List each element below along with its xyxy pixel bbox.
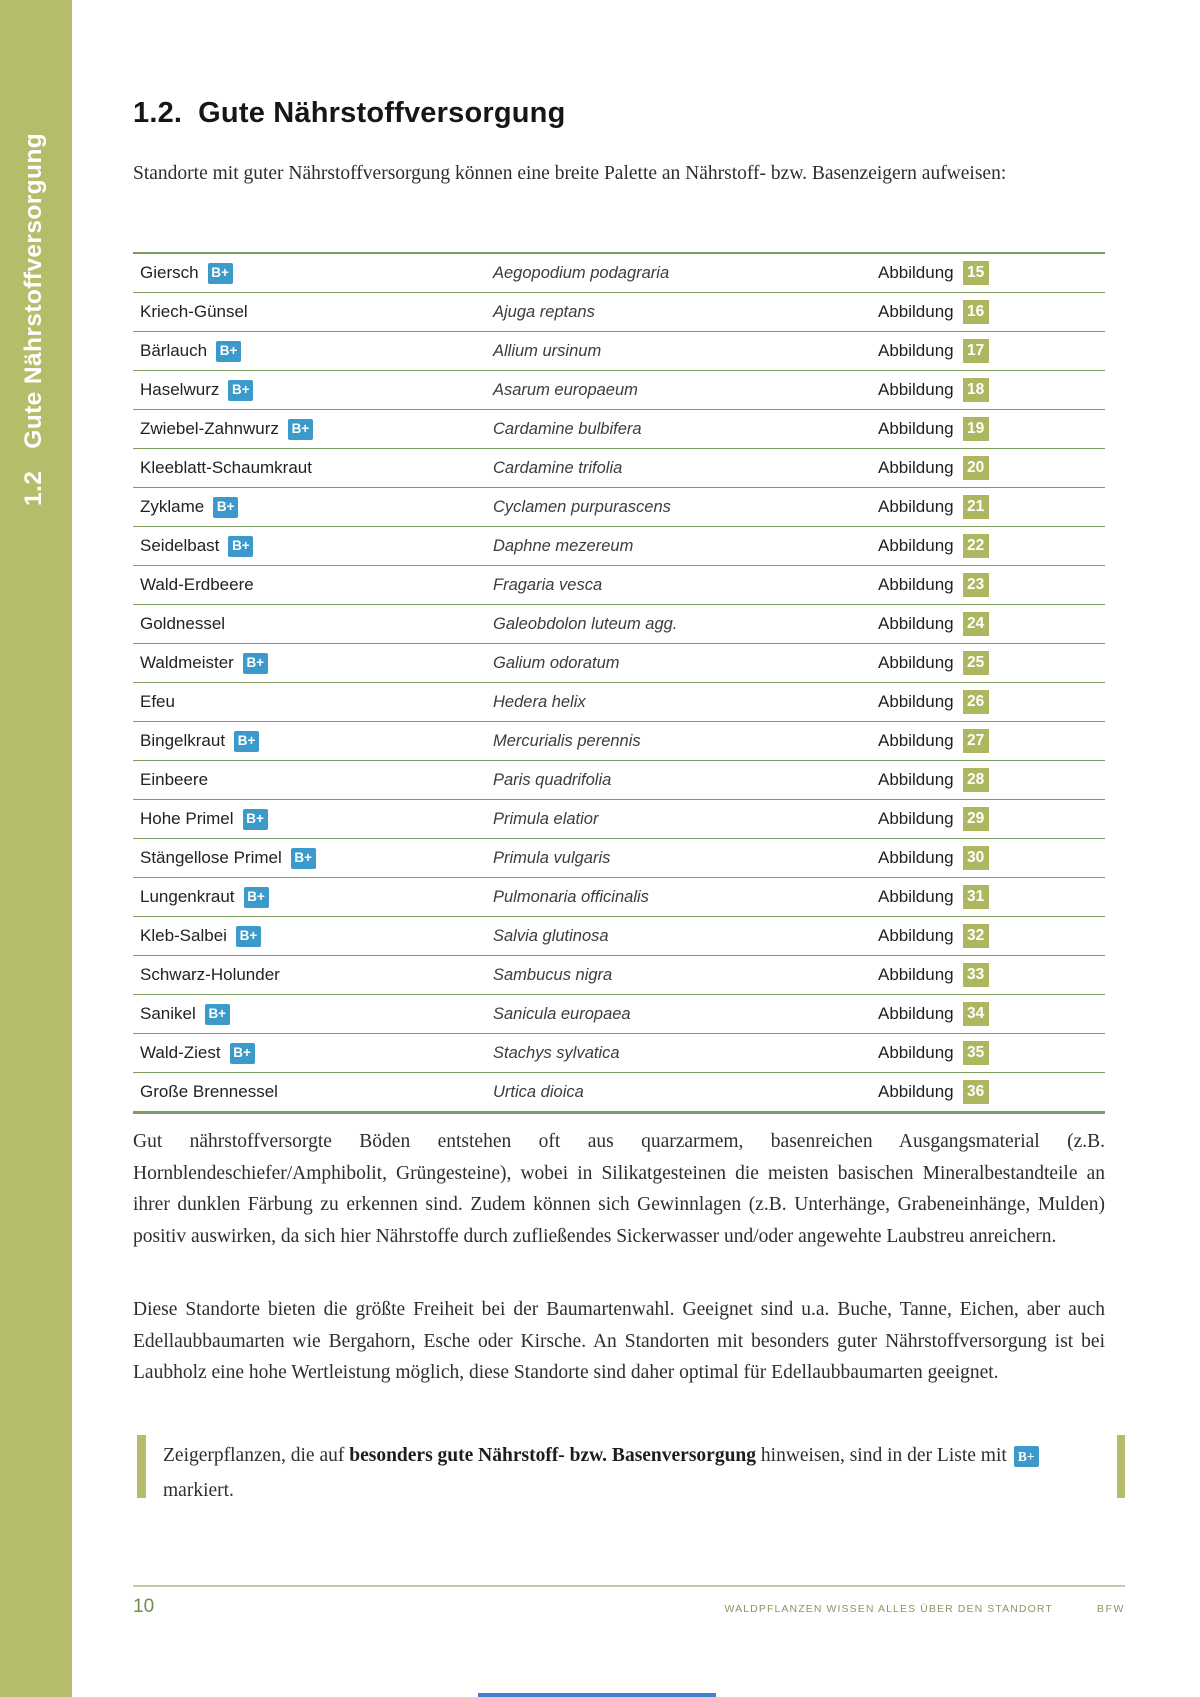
figure-cell bbox=[878, 456, 1105, 480]
plant-name: Kleeblatt-Schaumkraut bbox=[140, 458, 312, 477]
plant-latin-name: Primula vulgaris bbox=[493, 848, 611, 867]
figure-cell bbox=[878, 690, 1105, 714]
body-paragraph-2: Diese Standorte bieten die größte Freiheit bei der Baumartenwahl. Geeignet sind u.a. Buche, Tanne, Eichen, aber auch Edellaubbaumarten wie Bergahorn, Esche oder Kirsche. An Standorten mit besonders guter Nährstoffversorgung ist bei Laubholz eine hohe Wertleistung möglich, diese Standorte sind daher optimal für Edellaubbaumarten geeignet. bbox=[133, 1299, 1105, 1383]
table-row bbox=[133, 449, 1105, 488]
figure-number-badge: 16 bbox=[963, 300, 989, 324]
plant-latin-name: Sambucus nigra bbox=[493, 965, 613, 984]
plant-name-cell bbox=[133, 419, 493, 440]
plant-name: Wald-Erdbeere bbox=[140, 575, 254, 594]
b-plus-badge: B+ bbox=[205, 1004, 230, 1025]
plant-latin-name: Paris quadrifolia bbox=[493, 770, 612, 789]
plant-name-cell bbox=[133, 536, 493, 557]
figure-label: Abbildung bbox=[878, 1082, 954, 1101]
plant-name-cell bbox=[133, 653, 493, 674]
figure-cell bbox=[878, 729, 1105, 753]
footer bbox=[133, 1596, 1125, 1618]
plant-name: Zyklame bbox=[140, 497, 205, 516]
plant-name: Sanikel bbox=[140, 1004, 196, 1023]
intro-paragraph: Standorte mit guter Nährstoffversorgung können eine breite Palette an Nährstoff- bzw. Basenzeigern aufweisen: bbox=[133, 163, 1007, 184]
callout-text bbox=[163, 1438, 1103, 1508]
plant-name: Efeu bbox=[140, 692, 175, 711]
b-plus-badge: B+ bbox=[208, 263, 233, 284]
plant-latin-name: Hedera helix bbox=[493, 692, 586, 711]
table-row bbox=[133, 488, 1105, 527]
figure-cell bbox=[878, 846, 1105, 870]
b-plus-badge: B+ bbox=[230, 1043, 255, 1064]
callout-suffix: markiert. bbox=[163, 1480, 234, 1501]
b-plus-badge: B+ bbox=[243, 809, 268, 830]
table-row bbox=[133, 995, 1105, 1034]
plant-name: Kleb-Salbei bbox=[140, 926, 227, 945]
figure-label: Abbildung bbox=[878, 458, 954, 477]
plant-latin-name: Cardamine trifolia bbox=[493, 458, 623, 477]
plant-name: Große Brennessel bbox=[140, 1082, 278, 1101]
plant-latin-name: Aegopodium podagraria bbox=[493, 263, 670, 282]
b-plus-badge: B+ bbox=[228, 536, 253, 557]
figure-number-badge: 21 bbox=[963, 495, 989, 519]
callout-box bbox=[133, 1435, 1125, 1508]
plant-name-cell bbox=[133, 341, 493, 362]
table-row bbox=[133, 1073, 1105, 1114]
plant-name: Schwarz-Holunder bbox=[140, 965, 280, 984]
figure-label: Abbildung bbox=[878, 692, 954, 711]
table-row bbox=[133, 1034, 1105, 1073]
plant-name: Wald-Ziest bbox=[140, 1043, 221, 1062]
plant-name: Einbeere bbox=[140, 770, 209, 789]
figure-cell bbox=[878, 300, 1105, 324]
plant-latin-name: Salvia glutinosa bbox=[493, 926, 609, 945]
b-plus-badge: B+ bbox=[213, 497, 238, 518]
plant-name: Bärlauch bbox=[140, 341, 208, 360]
callout-bold: besonders gute Nährstoff- bzw. Basenversorgung bbox=[349, 1445, 757, 1466]
figure-cell bbox=[878, 924, 1105, 948]
table-row bbox=[133, 878, 1105, 917]
b-plus-badge: B+ bbox=[1014, 1446, 1039, 1467]
plant-latin-name: Mercurialis perennis bbox=[493, 731, 641, 750]
plant-latin-name: Cardamine bulbifera bbox=[493, 419, 642, 438]
figure-number-badge: 15 bbox=[963, 261, 989, 285]
table-row bbox=[133, 761, 1105, 800]
section-title: Gute Nährstoffversorgung bbox=[198, 97, 566, 129]
figure-cell bbox=[878, 612, 1105, 636]
plant-name: Zwiebel-Zahnwurz bbox=[140, 419, 279, 438]
plant-latin-name: Primula elatior bbox=[493, 809, 599, 828]
b-plus-badge: B+ bbox=[216, 341, 241, 362]
plant-name: Waldmeister bbox=[140, 653, 234, 672]
plant-latin-name: Urtica dioica bbox=[493, 1082, 584, 1101]
next-page-edge bbox=[478, 1693, 716, 1697]
figure-number-badge: 36 bbox=[963, 1080, 989, 1104]
plant-latin-name: Pulmonaria officinalis bbox=[493, 887, 649, 906]
b-plus-badge: B+ bbox=[236, 926, 261, 947]
plant-latin-name: Galeobdolon luteum agg. bbox=[493, 614, 678, 633]
figure-number-badge: 26 bbox=[963, 690, 989, 714]
figure-number-badge: 31 bbox=[963, 885, 989, 909]
figure-cell bbox=[878, 261, 1105, 285]
figure-label: Abbildung bbox=[878, 302, 954, 321]
figure-number-badge: 17 bbox=[963, 339, 989, 363]
plant-name-cell bbox=[133, 770, 493, 790]
figure-number-badge: 33 bbox=[963, 963, 989, 987]
figure-number-badge: 32 bbox=[963, 924, 989, 948]
figure-label: Abbildung bbox=[878, 653, 954, 672]
running-title: WALDPFLANZEN WISSEN ALLES ÜBER DEN STANDORT bbox=[724, 1603, 1053, 1615]
table-row bbox=[133, 527, 1105, 566]
figure-label: Abbildung bbox=[878, 887, 954, 906]
plant-name: Goldnessel bbox=[140, 614, 226, 633]
figure-label: Abbildung bbox=[878, 263, 954, 282]
body-paragraph-1: Gut nährstoffversorgte Böden entstehen oft aus quarzarmem, basenreichen Ausgangsmaterial (z.B. Hornblendeschiefer/Amphibolit, Grüngesteine), wobei in Silikatgesteinen die meisten basischen Mineralbestandteile an ihrer dunklen Färbung zu erkennen sind. Zudem können sich Gewinnlagen (z.B. Unterhänge, Grabeneinhänge, Mulden) positiv auswirken, da sich hier Nährstoffe durch zufließendes Sickerwasser und/oder angewehte Laubstreu anreichern. bbox=[133, 1131, 1105, 1247]
footer-rule bbox=[133, 1585, 1125, 1587]
b-plus-badge: B+ bbox=[228, 380, 253, 401]
publisher-mark: BFW bbox=[1096, 1603, 1125, 1615]
plant-latin-name: Galium odoratum bbox=[493, 653, 620, 672]
figure-number-badge: 27 bbox=[963, 729, 989, 753]
figure-label: Abbildung bbox=[878, 809, 954, 828]
plant-name-cell bbox=[133, 1004, 493, 1025]
table-row bbox=[133, 722, 1105, 761]
plant-latin-name: Allium ursinum bbox=[493, 341, 602, 360]
figure-number-badge: 18 bbox=[963, 378, 989, 402]
figure-label: Abbildung bbox=[878, 419, 954, 438]
plant-name-cell bbox=[133, 302, 493, 322]
plant-latin-name: Ajuga reptans bbox=[493, 302, 595, 321]
plant-name: Bingelkraut bbox=[140, 731, 226, 750]
plant-latin-name: Asarum europaeum bbox=[493, 380, 638, 399]
plant-latin-name: Sanicula europaea bbox=[493, 1004, 631, 1023]
b-plus-badge: B+ bbox=[244, 887, 269, 908]
b-plus-badge: B+ bbox=[234, 731, 259, 752]
plant-latin-name: Fragaria vesca bbox=[493, 575, 603, 594]
table-row bbox=[133, 956, 1105, 995]
figure-cell bbox=[878, 495, 1105, 519]
footer-right bbox=[725, 1603, 1125, 1615]
figure-label: Abbildung bbox=[878, 770, 954, 789]
plant-name: Lungenkraut bbox=[140, 887, 235, 906]
figure-label: Abbildung bbox=[878, 731, 954, 750]
table-row bbox=[133, 644, 1105, 683]
figure-number-badge: 29 bbox=[963, 807, 989, 831]
figure-number-badge: 35 bbox=[963, 1041, 989, 1065]
chapter-sidebar-title: Gute Nährstoffversorgung bbox=[20, 132, 47, 449]
figure-label: Abbildung bbox=[878, 926, 954, 945]
table-row bbox=[133, 917, 1105, 956]
page-number: 10 bbox=[133, 1596, 155, 1617]
callout-left-bar bbox=[137, 1435, 146, 1498]
figure-label: Abbildung bbox=[878, 1043, 954, 1062]
plant-name-cell bbox=[133, 614, 493, 634]
plant-name-cell bbox=[133, 497, 493, 518]
callout-prefix: Zeigerpflanzen, die auf bbox=[163, 1445, 350, 1466]
plant-name-cell bbox=[133, 1082, 493, 1102]
figure-number-badge: 34 bbox=[963, 1002, 989, 1026]
plant-name: Giersch bbox=[140, 263, 199, 282]
chapter-sidebar-label bbox=[20, 133, 48, 506]
figure-label: Abbildung bbox=[878, 341, 954, 360]
figure-number-badge: 23 bbox=[963, 573, 989, 597]
table-row bbox=[133, 683, 1105, 722]
figure-cell bbox=[878, 1002, 1105, 1026]
table-row bbox=[133, 839, 1105, 878]
figure-label: Abbildung bbox=[878, 965, 954, 984]
figure-label: Abbildung bbox=[878, 614, 954, 633]
figure-number-badge: 28 bbox=[963, 768, 989, 792]
plant-name: Kriech-Günsel bbox=[140, 302, 248, 321]
plant-name-cell bbox=[133, 575, 493, 595]
figure-cell bbox=[878, 651, 1105, 675]
figure-number-badge: 20 bbox=[963, 456, 989, 480]
callout-right-bar bbox=[1117, 1435, 1125, 1498]
b-plus-badge: B+ bbox=[243, 653, 268, 674]
figure-number-badge: 19 bbox=[963, 417, 989, 441]
plant-name-cell bbox=[133, 809, 493, 830]
figure-label: Abbildung bbox=[878, 380, 954, 399]
figure-number-badge: 24 bbox=[963, 612, 989, 636]
plant-name-cell bbox=[133, 965, 493, 985]
figure-label: Abbildung bbox=[878, 497, 954, 516]
plant-name: Seidelbast bbox=[140, 536, 220, 555]
table-row bbox=[133, 371, 1105, 410]
plant-latin-name: Daphne mezereum bbox=[493, 536, 634, 555]
b-plus-badge: B+ bbox=[291, 848, 316, 869]
figure-number-badge: 30 bbox=[963, 846, 989, 870]
figure-label: Abbildung bbox=[878, 1004, 954, 1023]
plant-name-cell bbox=[133, 926, 493, 947]
plant-name-cell bbox=[133, 1043, 493, 1064]
figure-cell bbox=[878, 807, 1105, 831]
b-plus-badge: B+ bbox=[288, 419, 313, 440]
plant-table bbox=[133, 252, 1105, 1114]
plant-latin-name: Stachys sylvatica bbox=[493, 1043, 620, 1062]
figure-cell bbox=[878, 378, 1105, 402]
figure-cell bbox=[878, 885, 1105, 909]
section-heading bbox=[133, 97, 566, 130]
figure-cell bbox=[878, 534, 1105, 558]
chapter-sidebar-number: 1.2 bbox=[20, 470, 47, 506]
figure-cell bbox=[878, 417, 1105, 441]
figure-cell bbox=[878, 1080, 1105, 1104]
figure-label: Abbildung bbox=[878, 575, 954, 594]
plant-name-cell bbox=[133, 848, 493, 869]
table-row bbox=[133, 605, 1105, 644]
figure-label: Abbildung bbox=[878, 848, 954, 867]
table-row bbox=[133, 410, 1105, 449]
plant-name-cell bbox=[133, 692, 493, 712]
table-row bbox=[133, 800, 1105, 839]
plant-name-cell bbox=[133, 263, 493, 284]
table-row bbox=[133, 332, 1105, 371]
figure-number-badge: 25 bbox=[963, 651, 989, 675]
section-number: 1.2. bbox=[133, 97, 183, 129]
table-row bbox=[133, 254, 1105, 293]
figure-cell bbox=[878, 573, 1105, 597]
plant-name: Hohe Primel bbox=[140, 809, 234, 828]
plant-latin-name: Cyclamen purpurascens bbox=[493, 497, 671, 516]
plant-name-cell bbox=[133, 731, 493, 752]
callout-middle: hinweisen, sind in der Liste mit bbox=[756, 1445, 1012, 1466]
plant-name-cell bbox=[133, 380, 493, 401]
figure-cell bbox=[878, 339, 1105, 363]
figure-cell bbox=[878, 1041, 1105, 1065]
figure-number-badge: 22 bbox=[963, 534, 989, 558]
table-row bbox=[133, 566, 1105, 605]
plant-name: Stängellose Primel bbox=[140, 848, 282, 867]
chapter-sidebar bbox=[0, 0, 72, 1697]
table-row bbox=[133, 293, 1105, 332]
plant-name: Haselwurz bbox=[140, 380, 220, 399]
figure-label: Abbildung bbox=[878, 536, 954, 555]
plant-name-cell bbox=[133, 458, 493, 478]
plant-name-cell bbox=[133, 887, 493, 908]
figure-cell bbox=[878, 963, 1105, 987]
figure-cell bbox=[878, 768, 1105, 792]
